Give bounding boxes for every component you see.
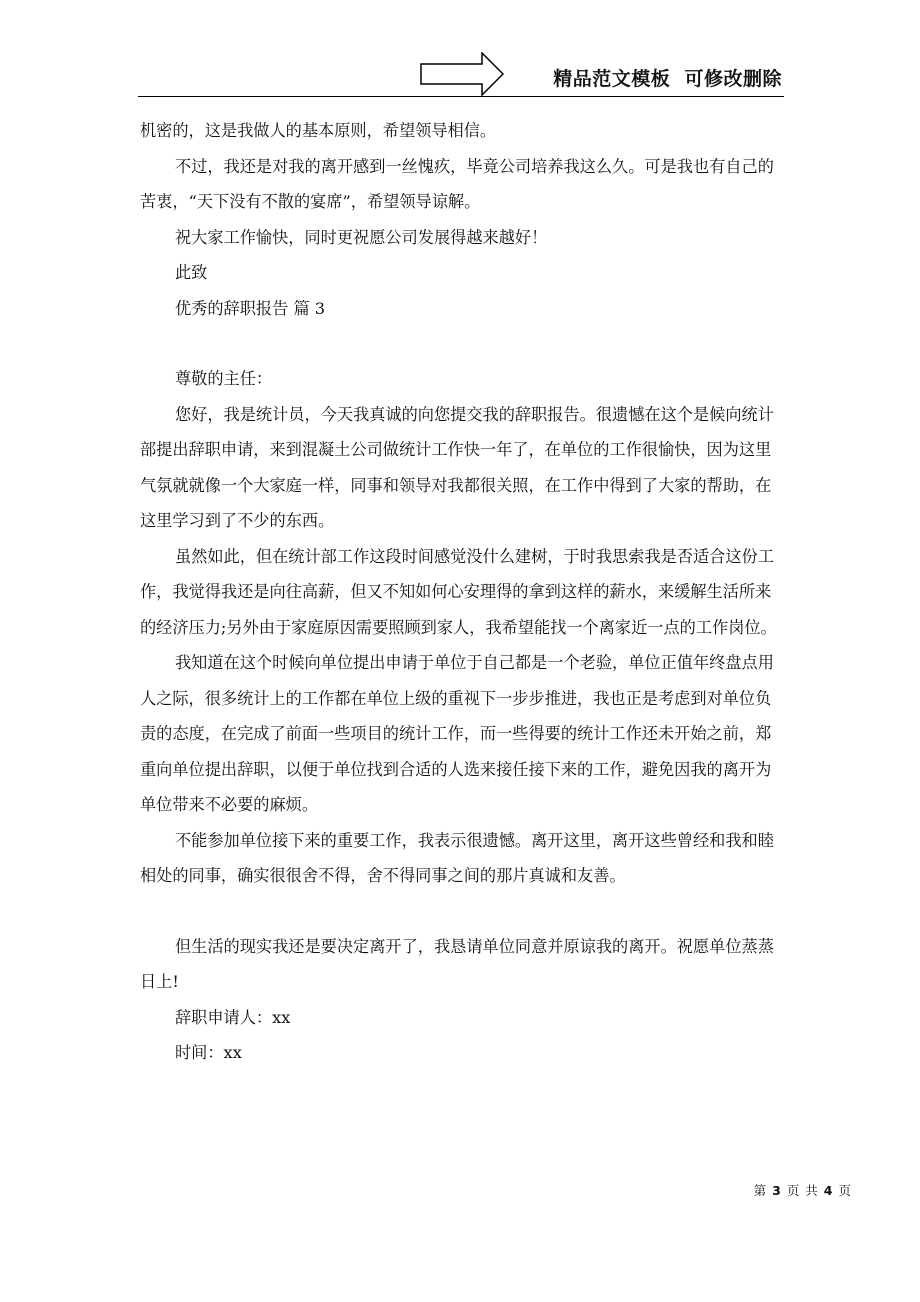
page-number bbox=[754, 1181, 852, 1199]
document-body bbox=[140, 113, 786, 1071]
spacer bbox=[140, 326, 786, 361]
page-number-suffix: 页 bbox=[838, 1183, 852, 1198]
arrow-right-icon bbox=[420, 52, 504, 96]
paragraph: 不能参加单位接下来的重要工作，我表示很遗憾。离开这里，离开这些曾经和我和睦相处的同事，确实很很舍不得，舍不得同事之间的那片真诚和友善。 bbox=[140, 830, 774, 885]
current-page: 3 bbox=[772, 1183, 782, 1198]
signature-line: 辞职申请人：xx bbox=[175, 1007, 291, 1027]
paragraph: 我知道在这个时候向单位提出申请于单位于自己都是一个老验，单位正值年终盘点用人之际，很多统计上的工作都在单位上级的重视下一步步推进，我也正是考虑到对单位负责的态度，在完成了前面一些项目的统计工作，而一些得要的统计工作还未开始之前，郑重向单位提出辞职，以便于单位找到合适的人选来接任接下来的工作，避免因我的离开为单位带来不必要的麻烦。 bbox=[140, 653, 774, 814]
closing-salutation: 此致 bbox=[175, 263, 208, 282]
header-title: 精品范文模板 可修改删除 bbox=[553, 68, 782, 90]
page-number-prefix: 第 bbox=[753, 1183, 768, 1198]
paragraph: 虽然如此，但在统计部工作这段时间感觉没什么建树，于时我思索我是否适合这份工作，我觉得我还是向往高薪，但又不知如何心安理得的拿到这样的薪水，来缓解生活所来的经济压力;另外由于家庭原因需要照顾到家人，我希望能找一个离家近一点的工作岗位。 bbox=[140, 546, 777, 637]
paragraph: 但生活的现实我还是要决定离开了，我恳请单位同意并原谅我的离开。祝愿单位蒸蒸日上! bbox=[140, 936, 774, 991]
total-pages: 4 bbox=[823, 1183, 834, 1198]
paragraph: 祝大家工作愉快，同时更祝愿公司发展得越来越好！ bbox=[175, 227, 548, 247]
date-line: 时间：xx bbox=[175, 1043, 242, 1062]
paragraph: 不过，我还是对我的离开感到一丝愧疚，毕竟公司培养我这么久。可是我也有自己的苦衷，“天下没有不散的宴席”，希望领导谅解。 bbox=[140, 156, 774, 211]
header-divider bbox=[138, 96, 784, 97]
paragraph: 您好，我是统计员，今天我真诚的向您提交我的辞职报告。很遗憾在这个是候向统计部提出辞职申请，来到混凝土公司做统计工作快一年了，在单位的工作很愉快，因为这里气氛就就像一个大家庭一样，同事和领导对我都很关照，在工作中得到了大家的帮助，在这里学习到了不少的东西。 bbox=[140, 404, 774, 530]
page-number-middle: 页 共 bbox=[786, 1183, 819, 1198]
page-header bbox=[138, 48, 784, 98]
greeting: 尊敬的主任： bbox=[175, 369, 273, 388]
section-title: 优秀的辞职报告 篇 3 bbox=[175, 298, 326, 318]
paragraph: 机密的，这是我做人的基本原则，希望领导相信。 bbox=[140, 121, 497, 140]
spacer bbox=[140, 894, 786, 929]
